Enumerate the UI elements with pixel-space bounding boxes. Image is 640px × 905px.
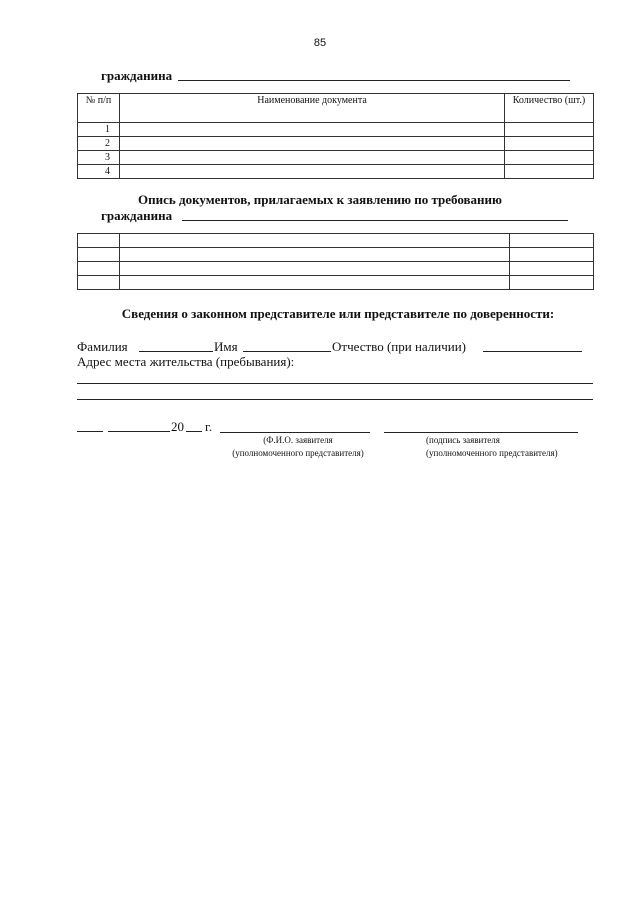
documents-table (77, 93, 594, 179)
table-row (78, 123, 594, 137)
inventory-cell[interactable] (78, 248, 120, 262)
year-prefix: 20 (171, 419, 184, 434)
table-row (78, 262, 594, 276)
document-name-cell[interactable] (120, 137, 505, 151)
month-field[interactable] (108, 431, 170, 432)
address-line-2[interactable] (77, 399, 593, 400)
address-label: Адрес места жительства (пребывания): (77, 354, 295, 369)
inventory-cell[interactable] (510, 248, 594, 262)
table-row (78, 248, 594, 262)
signature-caption-line2: (уполномоченного представителя) (426, 448, 558, 458)
quantity-cell[interactable] (505, 151, 594, 165)
year-suffix: г. (205, 419, 213, 434)
inventory-title: Опись документов, прилагаемых к заявлению по требованию (138, 192, 502, 207)
document-name-cell[interactable] (120, 123, 505, 137)
fio-caption-line2: (уполномоченного представителя) (232, 448, 364, 458)
header-quantity: Количество (шт.) (505, 94, 594, 123)
patronymic-label: Отчество (при наличии) (332, 339, 467, 354)
table-row (78, 234, 594, 248)
row-number: 2 (78, 137, 120, 151)
inventory-cell[interactable] (78, 262, 120, 276)
name-label: Имя (214, 339, 238, 354)
table-row (78, 151, 594, 165)
year-field[interactable] (186, 431, 202, 432)
row-number: 3 (78, 151, 120, 165)
surname-label: Фамилия (77, 339, 128, 354)
quantity-cell[interactable] (505, 137, 594, 151)
surname-field[interactable] (139, 351, 213, 352)
inventory-cell[interactable] (119, 248, 509, 262)
inventory-cell[interactable] (78, 276, 120, 290)
inventory-cell[interactable] (510, 234, 594, 248)
citizen-label: гражданина (101, 68, 173, 83)
table-row (78, 165, 594, 179)
inventory-table (77, 233, 594, 290)
patronymic-field[interactable] (483, 351, 582, 352)
inventory-cell[interactable] (510, 276, 594, 290)
address-line-1[interactable] (77, 383, 593, 384)
row-number: 1 (78, 123, 120, 137)
quantity-cell[interactable] (505, 123, 594, 137)
signature-caption-line1: (подпись заявителя (426, 435, 500, 445)
inventory-cell[interactable] (119, 234, 509, 248)
row-number: 4 (78, 165, 120, 179)
inventory-citizen-label: гражданина (101, 208, 173, 223)
inventory-cell[interactable] (78, 234, 120, 248)
table-header-row (78, 94, 594, 123)
day-field[interactable] (77, 431, 103, 432)
representative-title: Сведения о законном представителе или представителе по доверенности: (121, 306, 555, 321)
table-row (78, 137, 594, 151)
inventory-cell[interactable] (119, 262, 509, 276)
inventory-cell[interactable] (119, 276, 509, 290)
page-number: 85 (313, 37, 327, 49)
header-document-name: Наименование документа (120, 94, 505, 123)
inventory-citizen-field[interactable] (182, 220, 568, 221)
document-name-cell[interactable] (120, 151, 505, 165)
quantity-cell[interactable] (505, 165, 594, 179)
inventory-cell[interactable] (510, 262, 594, 276)
table-row (78, 276, 594, 290)
name-field[interactable] (243, 351, 331, 352)
fio-caption-line1: (Ф.И.О. заявителя (263, 435, 333, 445)
header-number: № п/п (78, 94, 120, 123)
document-name-cell[interactable] (120, 165, 505, 179)
citizen-name-field[interactable] (178, 80, 570, 81)
